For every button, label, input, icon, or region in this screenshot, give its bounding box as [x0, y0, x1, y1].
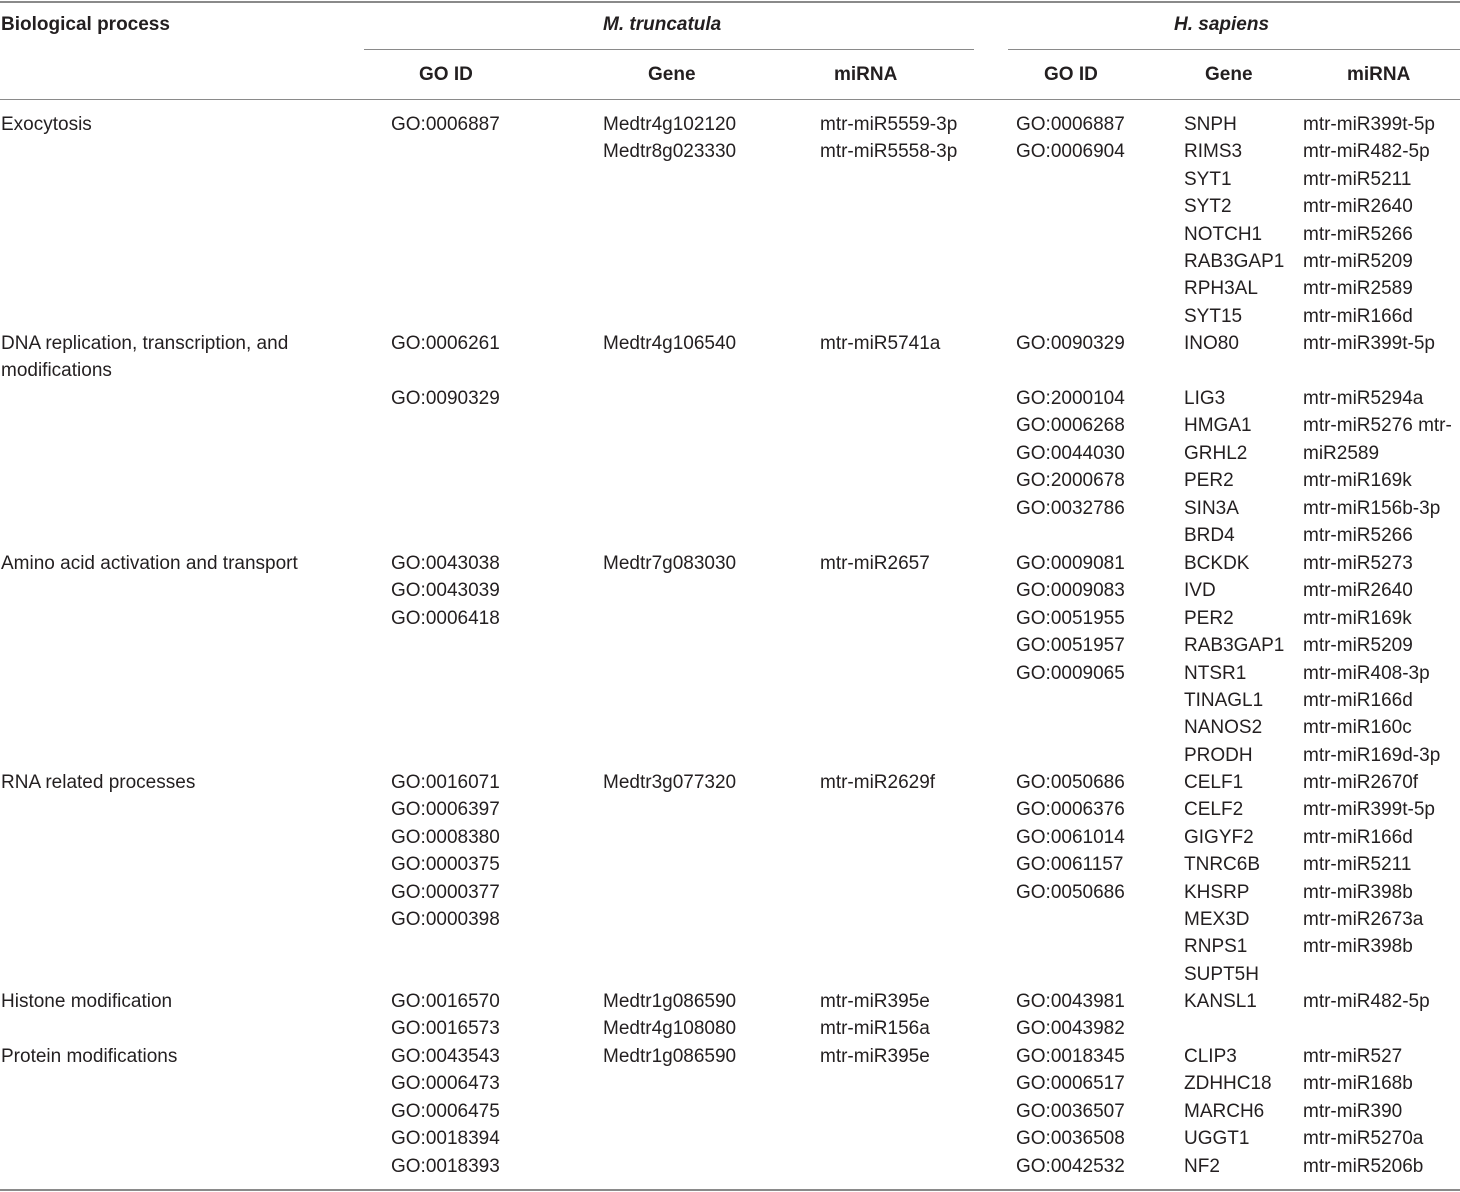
cell-mt-gene: Medtr3g077320 [603, 772, 737, 793]
cell-hs-mirna: mtr-miR5294a mtr-miR5276 mtr- miR2589 mtr-miR169k mtr-miR156b-3p mtr-miR5266 [1303, 388, 1452, 547]
header-species-mt: M. truncatula [603, 14, 722, 35]
cell-hs-go: GO:2000104 GO:0006268 GO:0044030 GO:2000678 GO:0032786 [1016, 388, 1125, 519]
cell-hs-go: GO:0090329 [1016, 333, 1125, 354]
header-mt-gene: Gene [648, 64, 696, 85]
cell-mt-mirna: mtr-miR2657 [820, 553, 930, 574]
cell-hs-gene: BCKDK IVD PER2 RAB3GAP1 NTSR1 TINAGL1 NANOS2 PRODH [1184, 553, 1285, 766]
cell-hs-mirna: mtr-miR482-5p [1303, 991, 1430, 1012]
cell-hs-gene: INO80 [1184, 333, 1239, 354]
cell-mt-go: GO:0090329 [391, 388, 500, 409]
cell-hs-mirna: mtr-miR2670f mtr-miR399t-5p mtr-miR166d mtr-miR5211 mtr-miR398b mtr-miR2673a mtr-miR398b [1303, 772, 1435, 958]
cell-hs-go: GO:0050686 GO:0006376 GO:0061014 GO:0061157 GO:0050686 [1016, 772, 1125, 903]
cell-mt-go: GO:0006887 [391, 114, 500, 135]
cell-hs-gene: KANSL1 [1184, 991, 1257, 1012]
cell-hs-gene: CLIP3 ZDHHC18 MARCH6 UGGT1 NF2 [1184, 1046, 1272, 1177]
cell-hs-gene: SNPH RIMS3 SYT1 SYT2 NOTCH1 RAB3GAP1 RPH3AL SYT15 [1184, 114, 1285, 327]
cell-mt-mirna: mtr-miR5559-3p mtr-miR5558-3p [820, 114, 958, 163]
cell-mt-go: GO:0043543 GO:0006473 GO:0006475 GO:0018394 GO:0018393 [391, 1046, 500, 1177]
cell-hs-mirna: mtr-miR399t-5p mtr-miR482-5p mtr-miR5211 mtr-miR2640 mtr-miR5266 mtr-miR5209 mtr-miR2589 mtr-miR166d [1303, 114, 1435, 327]
header-biological-process: Biological process [1, 14, 170, 35]
cell-process: RNA related processes [1, 772, 196, 793]
cell-mt-gene: Medtr1g086590 [603, 1046, 737, 1067]
header-mt-mirna: miRNA [834, 64, 898, 85]
header-bottom-rule [0, 99, 1460, 100]
cell-mt-gene: Medtr7g083030 [603, 553, 737, 574]
cell-mt-go: GO:0016570 GO:0016573 [391, 991, 500, 1040]
cell-hs-go: GO:0018345 GO:0006517 GO:0036507 GO:0036508 GO:0042532 [1016, 1046, 1125, 1177]
table-bottom-rule [0, 1189, 1460, 1191]
cell-mt-gene: Medtr1g086590 Medtr4g108080 [603, 991, 737, 1040]
cell-mt-gene: Medtr4g106540 [603, 333, 737, 354]
hs-group-rule [1008, 49, 1460, 50]
header-hs-mirna: miRNA [1347, 64, 1411, 85]
cell-hs-mirna: mtr-miR527 mtr-miR168b mtr-miR390 mtr-miR5270a mtr-miR5206b [1303, 1046, 1424, 1177]
cell-mt-mirna: mtr-miR395e [820, 1046, 930, 1067]
cell-hs-gene: LIG3 HMGA1 GRHL2 PER2 SIN3A BRD4 [1184, 388, 1252, 547]
header-hs-gene: Gene [1205, 64, 1253, 85]
cell-mt-mirna: mtr-miR2629f [820, 772, 936, 793]
cell-mt-go: GO:0043038 GO:0043039 GO:0006418 [391, 553, 500, 629]
cell-mt-mirna: mtr-miR5741a [820, 333, 941, 354]
cell-hs-mirna: mtr-miR399t-5p [1303, 333, 1435, 354]
cell-hs-gene: CELF1 CELF2 GIGYF2 TNRC6B KHSRP MEX3D RNPS1 SUPT5H [1184, 772, 1261, 985]
cell-process: Amino acid activation and transport [1, 553, 298, 574]
cell-process: Exocytosis [1, 114, 92, 135]
cell-process: Protein modifications [1, 1046, 178, 1067]
cell-process: Histone modification [1, 991, 173, 1012]
header-species-hs: H. sapiens [1174, 14, 1270, 35]
cell-hs-mirna: mtr-miR5273 mtr-miR2640 mtr-miR169k mtr-miR5209 mtr-miR408-3p mtr-miR166d mtr-miR160c mtr-miR169d-3p [1303, 553, 1441, 766]
table-top-rule [0, 1, 1460, 3]
header-hs-go-id: GO ID [1044, 64, 1098, 85]
cell-mt-gene: Medtr4g102120 Medtr8g023330 [603, 114, 737, 163]
cell-hs-go: GO:0009081 GO:0009083 GO:0051955 GO:0051957 GO:0009065 [1016, 553, 1125, 684]
cell-mt-mirna: mtr-miR395e mtr-miR156a [820, 991, 930, 1040]
mt-group-rule [364, 49, 974, 50]
cell-process: DNA replication, transcription, and modifications [1, 333, 289, 382]
cell-hs-go: GO:0043981 GO:0043982 [1016, 991, 1125, 1040]
cell-hs-go: GO:0006887 GO:0006904 [1016, 114, 1125, 163]
cell-mt-go: GO:0016071 GO:0006397 GO:0008380 GO:0000375 GO:0000377 GO:0000398 [391, 772, 500, 931]
cell-mt-go: GO:0006261 [391, 333, 500, 354]
header-mt-go-id: GO ID [419, 64, 473, 85]
